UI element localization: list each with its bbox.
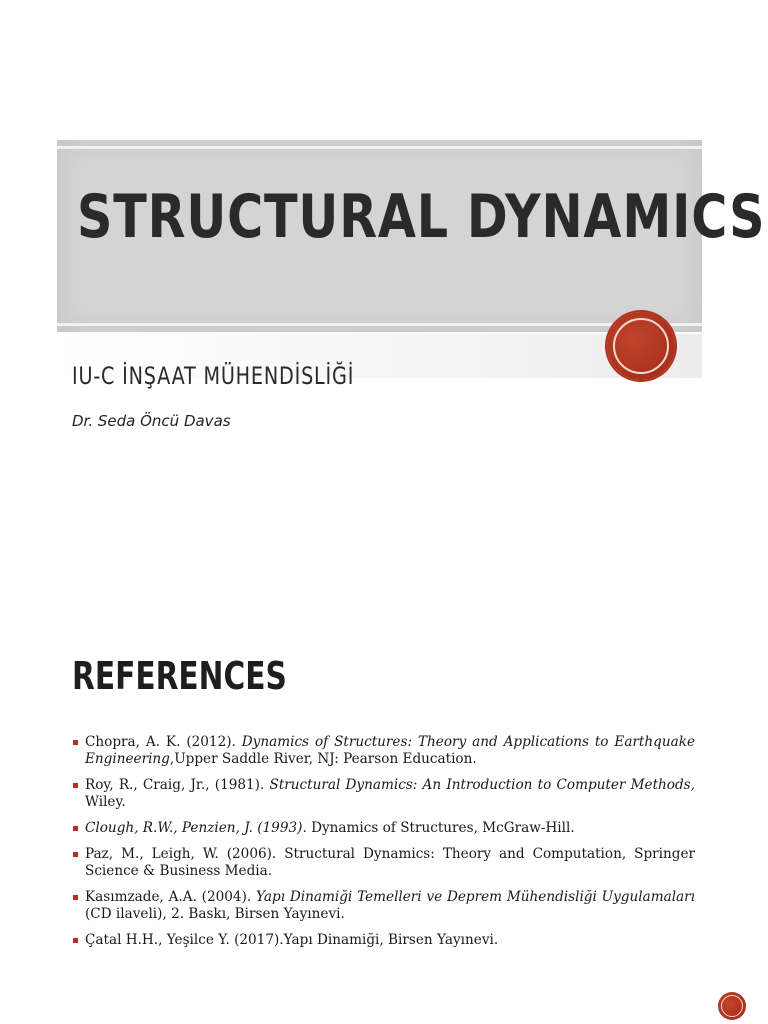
slide-subtitle: IU-C İNŞAAT MÜHENDİSLİĞİ: [72, 362, 355, 390]
references-heading: REFERENCES: [72, 654, 287, 698]
title-band: [57, 140, 766, 332]
author-name: Dr. Seda Öncü Davas: [72, 412, 231, 430]
band-top-rule: [57, 146, 702, 149]
reference-item: Roy, R., Craig, Jr., (1981). Structural Dynamics: An Introduction to Computer Methods, Wiley.: [72, 777, 695, 811]
reference-item: Kasımzade, A.A. (2004). Yapı Dinamiği Temelleri ve Deprem Mühendisliği Uygulamaları (CD ilaveli), 2. Baskı, Birsen Yayınevi.: [72, 889, 695, 923]
reference-item: Çatal H.H., Yeşilce Y. (2017).Yapı Dinamiği, Birsen Yayınevi.: [72, 932, 695, 949]
reference-item: Clough, R.W., Penzien, J. (1993). Dynamics of Structures, McGraw-Hill.: [72, 820, 695, 837]
slide-number-badge: [607, 312, 675, 380]
reference-item: Paz, M., Leigh, W. (2006). Structural Dynamics: Theory and Computation, Springer Science & Business Media.: [72, 846, 695, 880]
reference-item: Chopra, A. K. (2012). Dynamics of Structures: Theory and Applications to Earthquake Engineering,Upper Saddle River, NJ: Pearson Education.: [72, 734, 695, 768]
slide-title: STRUCTURAL DYNAMICS: [77, 182, 766, 252]
band-bottom-rule: [57, 323, 702, 326]
references-list: [72, 734, 695, 958]
slide-number-badge-small: [718, 992, 746, 1020]
